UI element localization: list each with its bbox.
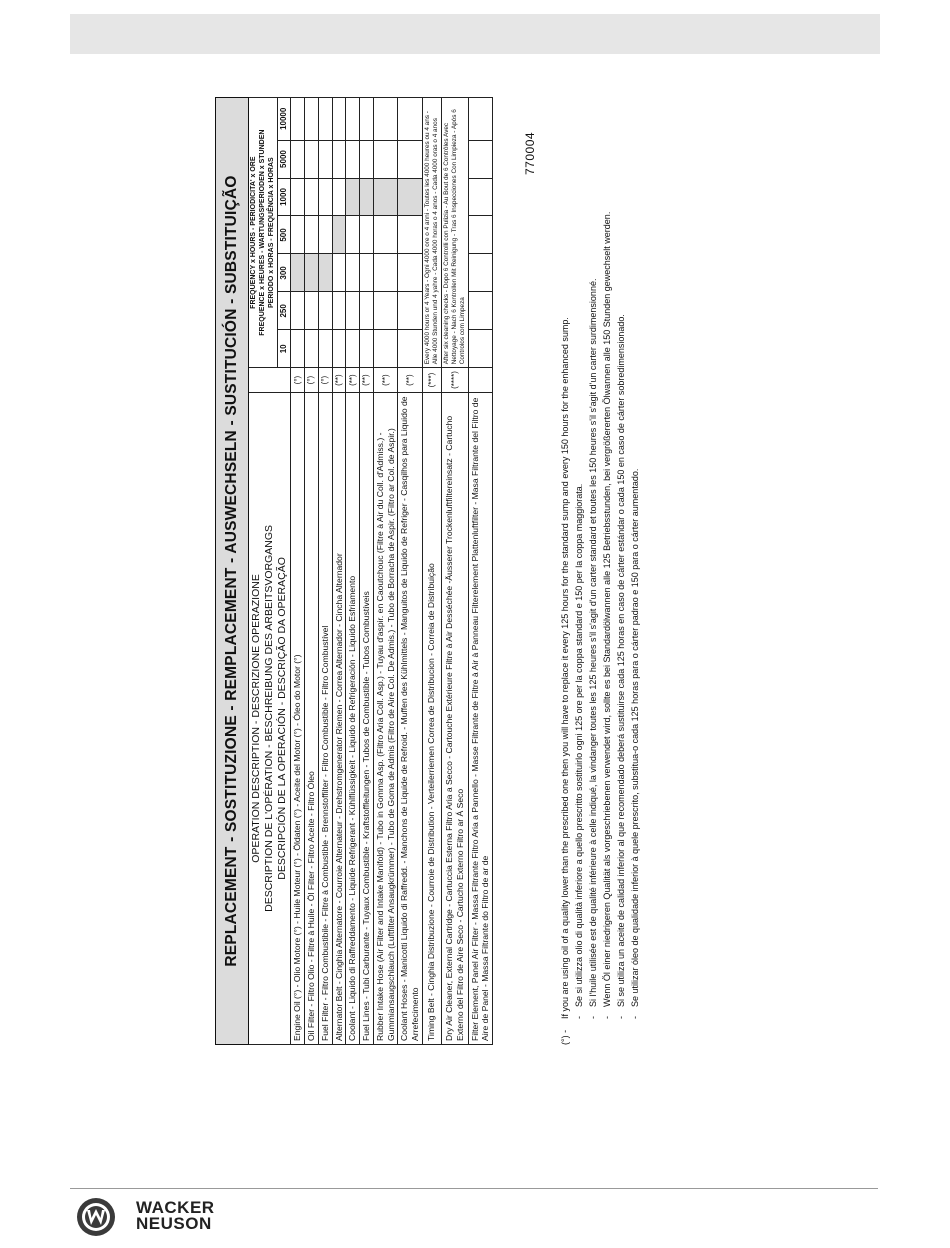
frequency-cell (398, 98, 422, 141)
operation-description: Alternator Belt - Cinghia Alternatore - Courroie Alternateur - Drehstromgenerator Riemen - Correa Alternador - Cincha Alternador (332, 392, 346, 1044)
note-mark: (°) (318, 368, 332, 393)
interval-note: Every 4000 hours or 4 Years - Ogni 4000 ore o 4 anni - Toutes les 4000 heures ou 4 ans - Alle 4000 Stunden und 4 yahre - Cada 4000 horas o 4 anos - Cada 4000 oras o 4 anos (422, 98, 441, 368)
frequency-cell (332, 98, 346, 141)
frequency-cell (373, 216, 397, 254)
frequency-cell (332, 178, 346, 216)
operation-description: Oil Filter - Filtro Olio - Filtre à Huile - Öl Filter - Filtro Aceite - Filtro Óleo (305, 392, 319, 1044)
frequency-cell (346, 292, 360, 330)
frequency-cell (373, 140, 397, 178)
frequency-cell (346, 330, 360, 368)
operation-description: Engine Oil (°) - Olio Motore (°) - Huile Moteur (°) - Öldaten (°) - Aceite del Motor (°) - Óleo do Motor (°) (291, 392, 305, 1044)
frequency-cell (468, 178, 492, 216)
frequency-cell (398, 254, 422, 292)
frequency-cell (468, 254, 492, 292)
frequency-cell (360, 140, 374, 178)
footnote-key: (°) - (560, 1029, 570, 1045)
table-row (346, 98, 360, 1045)
table-row (441, 98, 468, 1045)
table-row (318, 98, 332, 1045)
operation-description: Coolant Hoses - Manicotti Liquido di Raffredd. - Manchons de Liquide de Refroid. - Muffen des Kühlmittels - Manguitos de Liquido de Refriger - Casqilhos para Liquido de Arrefecimento (398, 392, 422, 1044)
footnote-text: Se utilizar óleo de qualidade inferior à quele prescrito, substitua-o cada 125 horas para o cárter padrao e 150 para o cárter aumentado. (629, 468, 640, 1007)
interval-note: After six cleaning checks - Dopo 6 Controlli con Pulizia - Au Bout de 6 Contrôles Avec Nettoyage - Nach 6 Kontrollen Mit Reinigung - Tras 6 Inspecciones Con Limpieza - Após 6 Controlos com Limpeza (441, 98, 468, 368)
frequency-cell (346, 254, 360, 292)
note-mark: (**) (373, 368, 397, 393)
note-mark: (°) (291, 368, 305, 393)
freq-col-header: 10 (278, 330, 291, 368)
footnote-text: If you are using oil of a quality lower than the prescribed one then you will have to replace it every 125 hours for the standard sump and every 150 hours for the enhanced sump. (560, 317, 570, 1019)
frequency-cell (291, 178, 305, 216)
note-mark: (****) (441, 368, 468, 393)
table-row (468, 98, 492, 1045)
frequency-cell (373, 292, 397, 330)
freq-col-header: 250 (278, 292, 291, 330)
note-mark (468, 368, 492, 393)
header-band (70, 14, 880, 54)
frequency-cell (346, 140, 360, 178)
operation-header-line: DESCRIPTION DE L'OPÉRATION - BESCHREIBUNG DES ARBEITSVORGANGS (263, 524, 276, 912)
frequency-cell (332, 254, 346, 292)
operation-header-line: DESCRIPCIÓN DE LA OPERACIÓN - DESCRIÇÃO DA OPERAÇÃO (276, 557, 289, 880)
note-mark: (°) (305, 368, 319, 393)
frequency-header-line: FREQUENCY x HOURS - PERIODICITA' x ORE (250, 156, 258, 309)
freq-col-header: 5000 (278, 140, 291, 178)
frequency-cell (291, 140, 305, 178)
frequency-cell (373, 254, 397, 292)
frequency-cell (360, 330, 374, 368)
operation-header-line: OPERATION DESCRIPTION - DESCRIZIONE OPERAZIONE (250, 574, 262, 863)
frequency-cell (291, 254, 305, 292)
frequency-cell (305, 140, 319, 178)
table-row (373, 98, 397, 1045)
frequency-cell (318, 254, 332, 292)
note-mark: (**) (398, 368, 422, 393)
operation-description: Timing Belt - Cinghia Distribuzione - Courroie de Distribution - Verteilerriemen Correa de Distribucion - Correia de Distribuição (422, 392, 441, 1044)
frequency-cell (360, 216, 374, 254)
frequency-cell (468, 216, 492, 254)
mark-header (249, 368, 291, 393)
note-mark: (***) (422, 368, 441, 393)
frequency-header-line: PERIODO x HORAS - FREQUÊNCIA x HORAS (267, 157, 275, 308)
freq-col-header: 10000 (278, 98, 291, 141)
note-mark: (**) (346, 368, 360, 393)
frequency-cell (360, 98, 374, 141)
replacement-table (215, 97, 493, 1045)
frequency-cell (305, 98, 319, 141)
footnote-text: Si l'huile utilisée est de qualité inférieure à celle indiqué, la vindanger toutes les 125 heures s'il s'agit d'un carter standard et toutes les 150 heures s'il s'agit d'un carter surdimensionné. (587, 278, 598, 1007)
operation-description: Coolant - Liquido di Raffreddamento - Liquide Refrigerant - Kühlflüssigkeit - Liquido de Refrigeración - Liquido Esfriamento (346, 392, 360, 1044)
frequency-cell (291, 330, 305, 368)
operation-description: Dry Air Cleaner, External Cartridge - Cartuccia Esterna Filtro Aria a Secco - Cartouche Extérieure Filtre à Air Desséchée -Äusserer Trockenluftfiltereinsatz - Cartucho Externo del Filtro de Aire Seco - Cartucho Externo Filtro ar Á Seco (441, 392, 468, 1044)
frequency-cell (291, 292, 305, 330)
wacker-neuson-logo-icon (72, 1196, 120, 1238)
frequency-header (249, 98, 278, 368)
frequency-cell (468, 292, 492, 330)
frequency-cell (332, 216, 346, 254)
note-mark: (**) (332, 368, 346, 393)
frequency-cell (373, 98, 397, 141)
frequency-cell (398, 140, 422, 178)
frequency-header-line: FREQUENCE x HEURES - WARTUNGSPERIODEN x STUNDEN (258, 129, 266, 336)
frequency-cell (318, 292, 332, 330)
frequency-cell (318, 140, 332, 178)
frequency-cell (398, 178, 422, 216)
freq-col-header: 500 (278, 216, 291, 254)
table-banner: REPLACEMENT - SOSTITUZIONE - REMPLACEMENT - AUSWECHSELN - SUSTITUCIÓN - SUBSTITUIÇÃO (216, 98, 249, 1045)
brand-wordmark (136, 1200, 215, 1232)
note-mark: (**) (360, 368, 374, 393)
frequency-cell (332, 140, 346, 178)
frequency-cell (291, 216, 305, 254)
frequency-cell (305, 292, 319, 330)
frequency-cell (360, 292, 374, 330)
frequency-cell (468, 330, 492, 368)
footnote-text: Si se utiliza un aceite de calidad inferior al que recomendado deberá sustituirse cada 125 horas en caso de cárter estándar o cada 150 en caso de cárter sobredimensionado. (615, 314, 626, 1007)
footnotes: (°) - If you are using oil of a quality lower than the prescribed one then you will have to replace it every 125 hours for the standard sump and every 150 hours for the enhanced sump. - Se si utilizza olio di qualità inferiore a quello prescritto sostituirlo ogni 125 ore per la coppa standard e 150 per la coppa maggiorata. - Si l'huile utilisée est de qualité inférieure à celle indiqué, la vindanger toutes les 125 heures s'il s'agit d'un carter standard et toutes les 150 heures s'il s'agit d'un carter surdimensionné. - Wenn Öl einer niedrigeren Qualität als vorgeschriebenen verwendet wird, sollte es bei Standardölwannen alle 125 Betriebsstunden, bei vergrößererten Ölwannen alle 150 Stunden gewechselt werden. - Si se utiliza un aceite de calidad inferior al que recomendado deberá sustituirse cada 125 horas en caso de cárter estándar o cada 150 en caso de cárter sobredimensionado. - Se utilizar óleo de qualidade inferior à quele prescrito, substitua-o cada 125 horas para o cárter padrao e 150 para o cárter aumentado. (559, 105, 643, 1045)
frequency-cell (332, 330, 346, 368)
frequency-cell (305, 216, 319, 254)
frequency-cell (360, 254, 374, 292)
table-row (305, 98, 319, 1045)
footnote-text: Wenn Öl einer niedrigeren Qualität als vorgeschriebenen verwendet wird, sollte es bei Standardölwannen alle 125 Betriebsstunden, bei vergrößererten Ölwannen alle 150 Stunden gewechselt werden. (601, 211, 612, 1007)
operation-header (249, 392, 291, 1044)
frequency-cell (318, 216, 332, 254)
frequency-cell (305, 178, 319, 216)
brand-line: NEUSON (136, 1214, 212, 1233)
document-code: 770004 (523, 131, 537, 175)
frequency-cell (291, 98, 305, 141)
frequency-cell (305, 254, 319, 292)
frequency-cell (346, 98, 360, 141)
table-row (360, 98, 374, 1045)
operation-description: Filter Element, Panel Air Filter - Massa Filtrante Filtro Aria a Pannello - Masse Filtrante de Filtre à Air à Panneau Filterelement Plattenluftfilter - Masa Filtrante del Filtro de Aire de Panel - Massa Filtrante do Filtro de ar de (468, 392, 492, 1044)
freq-col-header: 300 (278, 254, 291, 292)
footnote-text: Se si utilizza olio di qualità inferiore a quello prescritto sostituirlo ogni 125 ore per la coppa standard e 150 per la coppa maggiorata. (573, 483, 584, 1007)
operation-description: Fuel Lines - Tubi Carburante - Tuyaux Combustible - Kraftstoffleitungen - Tubos de Combustible - Tubos Combustíveis (360, 392, 374, 1044)
table-row (422, 98, 441, 1045)
table-row (398, 98, 422, 1045)
frequency-cell (398, 216, 422, 254)
operation-description: Fuel Filter - Filtro Combustibile - Filtre à Combustible - Brennstoffilter - Filtro Combustible - Filtro Combustível (318, 392, 332, 1044)
operation-description: Rubber Intake Hose (Air Filter and Intake Manifold) - Tubo in Gomma Asp. (Filtro Aria Coll. Asp.) - Tuyau d'aspir. en Caoutchouc (Filtre à Air du Coll. d'Admiss.) - Gummiansaugschlauch (Luftfilter Ansaugkrümmer) - Tubo de Goma de Admis (Filtro de Aire Col. De Admis.) - Tubo de Borracha de Aspir. (Filtro ar Col. de Aspir.) (373, 392, 397, 1044)
table-row (332, 98, 346, 1045)
frequency-cell (468, 98, 492, 141)
frequency-cell (468, 140, 492, 178)
table-row (291, 98, 305, 1045)
frequency-cell (332, 292, 346, 330)
frequency-cell (360, 178, 374, 216)
frequency-cell (373, 330, 397, 368)
footer-rule (70, 1188, 878, 1189)
frequency-cell (398, 330, 422, 368)
frequency-cell (305, 330, 319, 368)
frequency-cell (318, 330, 332, 368)
frequency-cell (398, 292, 422, 330)
freq-col-header: 1000 (278, 178, 291, 216)
rotated-page (215, 95, 685, 1045)
frequency-cell (318, 98, 332, 141)
frequency-cell (346, 178, 360, 216)
frequency-cell (373, 178, 397, 216)
brand-line: WACKER (136, 1198, 215, 1217)
frequency-cell (346, 216, 360, 254)
frequency-cell (318, 178, 332, 216)
